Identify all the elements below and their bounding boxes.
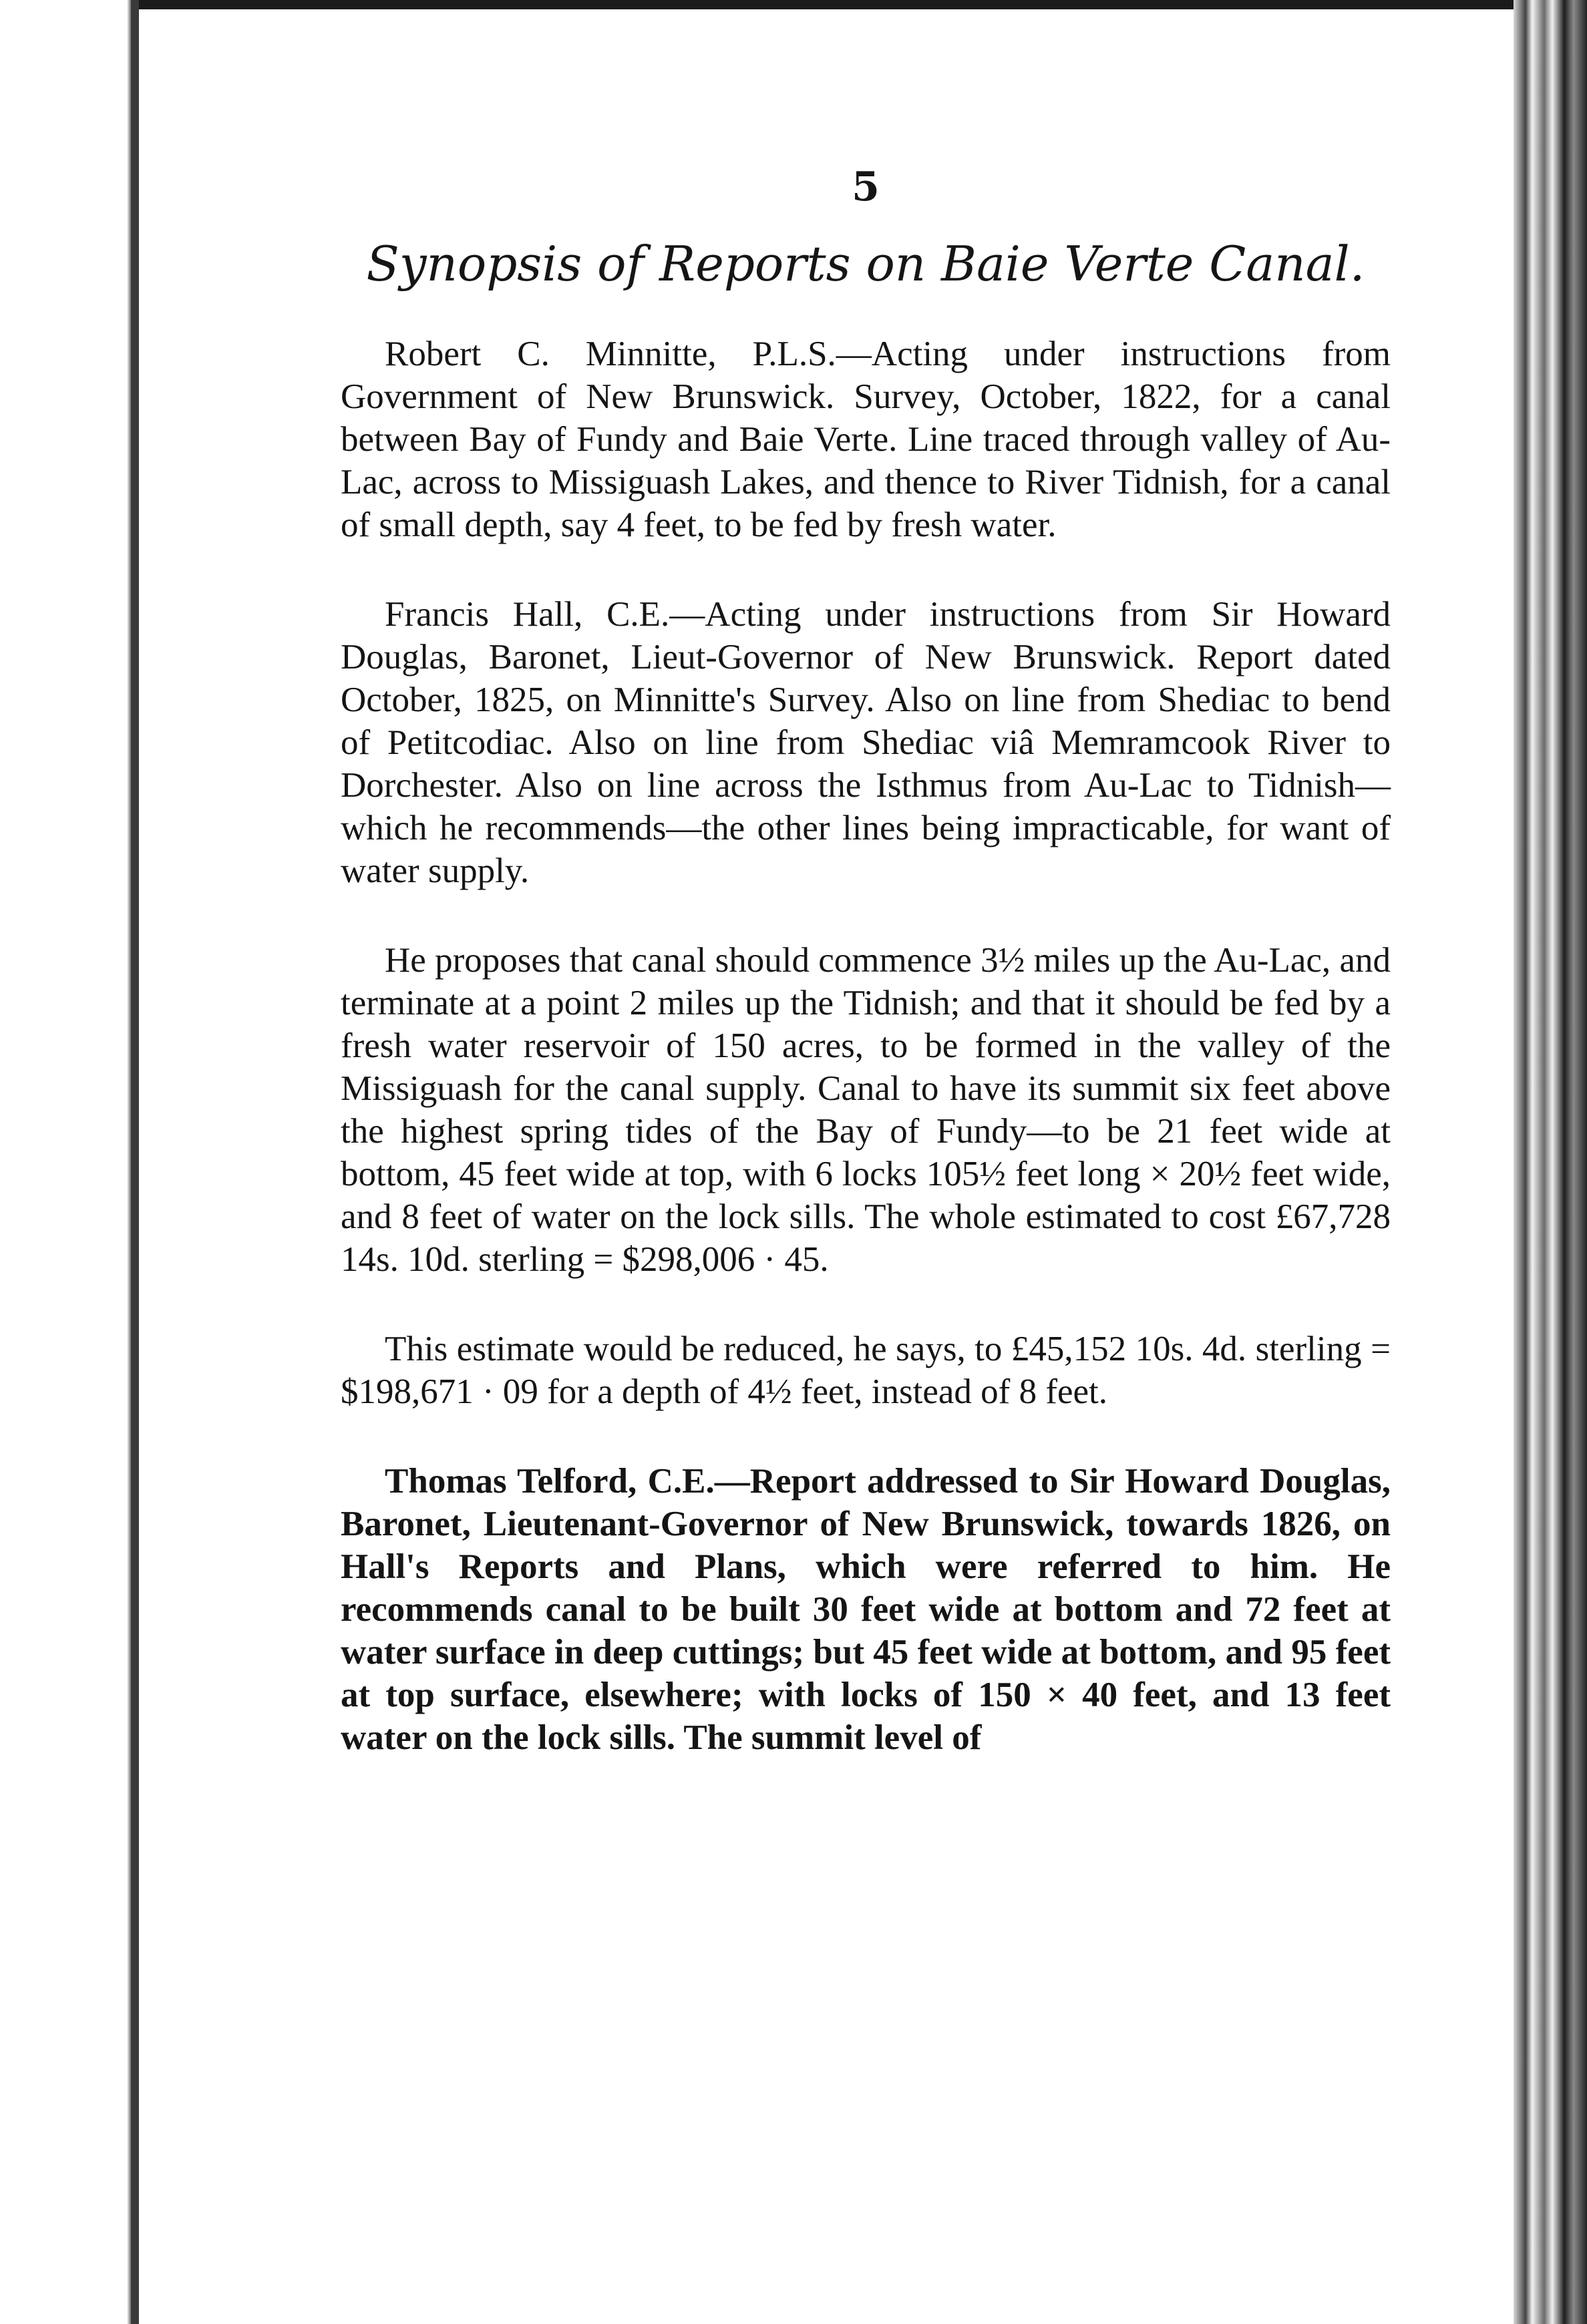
paragraph-telford: Thomas Telford, C.E.—Report addressed to Sir Howard Douglas, Baronet, Lieutenant-Governor of New Brunswick, towards 1826, on Hall's Reports and Plans, which were referred to him. He recommends canal to be built 30 feet wide at bottom and 72 feet at water surface in deep cuttings; but 45 feet wide at bottom, and 95 feet at top surface, elsewhere; with locks of 150 × 40 feet, and 13 feet water on the lock sills. The summit level of xyxy=(341,1462,1391,1757)
scan-binding-line xyxy=(131,0,139,2324)
scan-edge-right xyxy=(1514,0,1587,2324)
scan-edge-top xyxy=(0,0,1587,9)
paragraph-hall-proposal: He proposes that canal should commence 3½ miles up the Au-Lac, and terminate at a point 2 miles up the Tidnish; and that it should be fed by a fresh water reservoir of 150 acres, to be formed in the valley of the Missiguash for the canal supply. Canal to have its summit six feet above the highest spring tides of the Bay of Fundy—to be 21 feet wide at bottom, 45 feet wide at top, with 6 locks 105½ feet long × 20½ feet wide, and 8 feet of water on the lock sills. The whole estimated to cost £67,728 14s. 10d. sterling = $298,006 · 45. xyxy=(341,941,1391,1279)
paragraph-hall: Francis Hall, C.E.—Acting under instructions from Sir Howard Douglas, Baronet, Lieut-Governor of New Brunswick. Report dated October, 1825, on Minnitte's Survey. Also on line from Shediac to bend of Petitcodiac. Also on line from Shediac viâ Memramcook River to Dorchester. Also on line across the Isthmus from Au-Lac to Tidnish—which he recommends—the other lines being impracticable, for want of water supply. xyxy=(341,595,1391,890)
document-page xyxy=(341,160,1391,1759)
page-title: Synopsis of Reports on Baie Verte Canal. xyxy=(366,236,1365,292)
page-number: 5 xyxy=(852,164,880,210)
scan-edge-left xyxy=(0,0,137,2324)
paragraph-minnitte: Robert C. Minnitte, P.L.S.—Acting under instructions from Government of New Brunswick. Survey, October, 1822, for a canal between Bay of Fundy and Baie Verte. Line traced through valley of Au-Lac, across to Missiguash Lakes, and thence to River Tidnish, for a canal of small depth, say 4 feet, to be fed by fresh water. xyxy=(341,335,1391,544)
paragraph-hall-estimate: This estimate would be reduced, he says, to £45,152 10s. 4d. sterling = $198,671 · 09 for a depth of 4½ feet, instead of 8 feet. xyxy=(341,1330,1391,1411)
